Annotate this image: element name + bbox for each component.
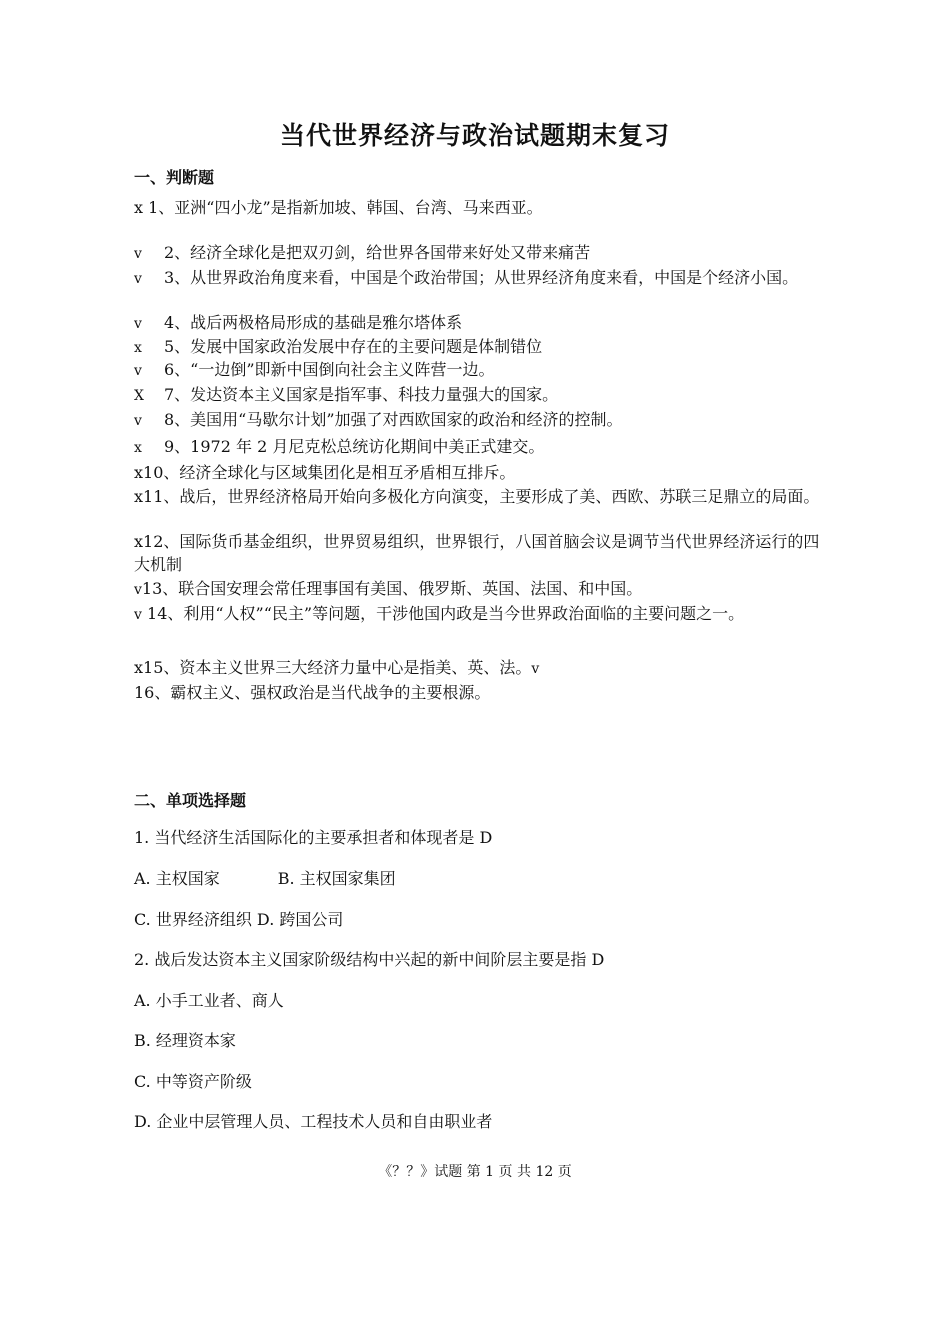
- section-heading-single-choice: 二、单项选择题: [134, 791, 247, 810]
- tf-mark: v: [134, 363, 142, 379]
- option-a: A. 主权国家: [134, 869, 220, 888]
- tf-mark: x: [134, 463, 144, 482]
- tf-text: 12、国际货币基金组织，世界贸易组织，世界银行，八国首脑会议是调节当代世界经济运行的四大机制: [134, 532, 820, 574]
- tf-text: 8、美国用“马歇尔计划”加强了对西欧国家的政治和经济的控制。: [164, 410, 623, 429]
- tf-mark: x: [134, 487, 144, 506]
- tf-item-9: [134, 435, 854, 460]
- tf-mark: x: [134, 340, 142, 356]
- document-title: 当代世界经济与政治试题期末复习: [279, 121, 670, 150]
- tf-text: 16、霸权主义、强权政治是当代战争的主要根源。: [134, 683, 491, 702]
- tf-mark: x: [134, 198, 144, 217]
- tf-text: 13、联合国安理会常任理事国有美国、俄罗斯、英国、法国、和中国。: [141, 579, 643, 598]
- tf-text: 2、经济全球化是把双刃剑，给世界各国带来好处又带来痛苦: [164, 243, 591, 262]
- tf-item-2: [134, 241, 854, 266]
- tf-item-12: [134, 530, 824, 576]
- tf-text: 15、资本主义世界三大经济力量中心是指美、英、法。: [143, 658, 532, 677]
- tf-mark: X: [134, 388, 144, 404]
- tf-item-6: [134, 358, 854, 383]
- question-1-options-ab: [134, 867, 824, 890]
- page-footer: 《？？》试题 第 1 页 共 12 页: [378, 1164, 572, 1180]
- tf-mark: v: [134, 246, 142, 262]
- tf-item-1: [134, 196, 824, 219]
- tf-item-13: [134, 577, 824, 602]
- question-2-option-d: D. 企业中层管理人员、工程技术人员和自由职业者: [134, 1112, 493, 1131]
- tf-mark: v: [134, 271, 142, 287]
- tf-mark: v: [134, 413, 142, 429]
- tf-item-16: [134, 681, 824, 704]
- tf-text: 6、“一边倒”即新中国倒向社会主义阵营一边。: [164, 360, 495, 379]
- tf-mark: v: [134, 316, 142, 332]
- tf-text: 1、亚洲“四小龙”是指新加坡、韩国、台湾、马来西亚。: [148, 198, 543, 217]
- tf-mark: v: [134, 582, 142, 598]
- question-1: 1. 当代经济生活国际化的主要承担者和体现者是 D: [134, 828, 493, 847]
- tf-text: 5、发展中国家政治发展中存在的主要问题是体制错位: [164, 337, 543, 356]
- tf-text: 7、发达资本主义国家是指军事、科技力量强大的国家。: [164, 385, 559, 404]
- tf-text: 10、经济全球化与区域集团化是相互矛盾相互排斥。: [143, 463, 516, 482]
- question-2-option-b: B. 经理资本家: [134, 1031, 236, 1050]
- tf-text: 9、1972 年 2 月尼克松总统访化期间中美正式建交。: [164, 437, 545, 456]
- section-heading-true-false: 一、判断题: [134, 168, 215, 187]
- tf-mark: x: [134, 532, 144, 551]
- question-2: 2. 战后发达资本主义国家阶级结构中兴起的新中间阶层主要是指 D: [134, 950, 605, 969]
- tf-text: 11、战后，世界经济格局开始向多极化方向演变，主要形成了美、西欧、苏联三足鼎立的局面。: [143, 487, 820, 506]
- tf-text: 4、战后两极格局形成的基础是雅尔塔体系: [164, 313, 463, 332]
- tf-mark: x: [134, 440, 142, 456]
- tf-text: 3、从世界政治角度来看，中国是个政治带国；从世界经济角度来看，中国是个经济小国。: [164, 268, 799, 287]
- tf-item-8: [134, 408, 854, 433]
- tf-item-7: [134, 383, 854, 408]
- tf-item-4: [134, 311, 854, 336]
- tf-trailing-mark: v: [531, 661, 540, 677]
- question-2-option-a: A. 小手工业者、商人: [134, 991, 284, 1010]
- tf-item-14: [134, 602, 824, 627]
- tf-item-10: [134, 461, 824, 484]
- tf-text: 14、利用“人权”“民主”等问题，干涉他国内政是当今世界政治面临的主要问题之一。: [147, 604, 745, 623]
- question-2-option-c: C. 中等资产阶级: [134, 1072, 252, 1091]
- option-b: B. 主权国家集团: [277, 869, 396, 888]
- tf-mark: v: [134, 607, 142, 623]
- tf-item-15: [134, 656, 824, 681]
- tf-item-3: [134, 266, 854, 291]
- question-1-options-cd: C. 世界经济组织 D. 跨国公司: [134, 910, 344, 929]
- tf-item-11: [134, 485, 824, 508]
- tf-item-5: [134, 335, 854, 360]
- tf-mark: x: [134, 658, 144, 677]
